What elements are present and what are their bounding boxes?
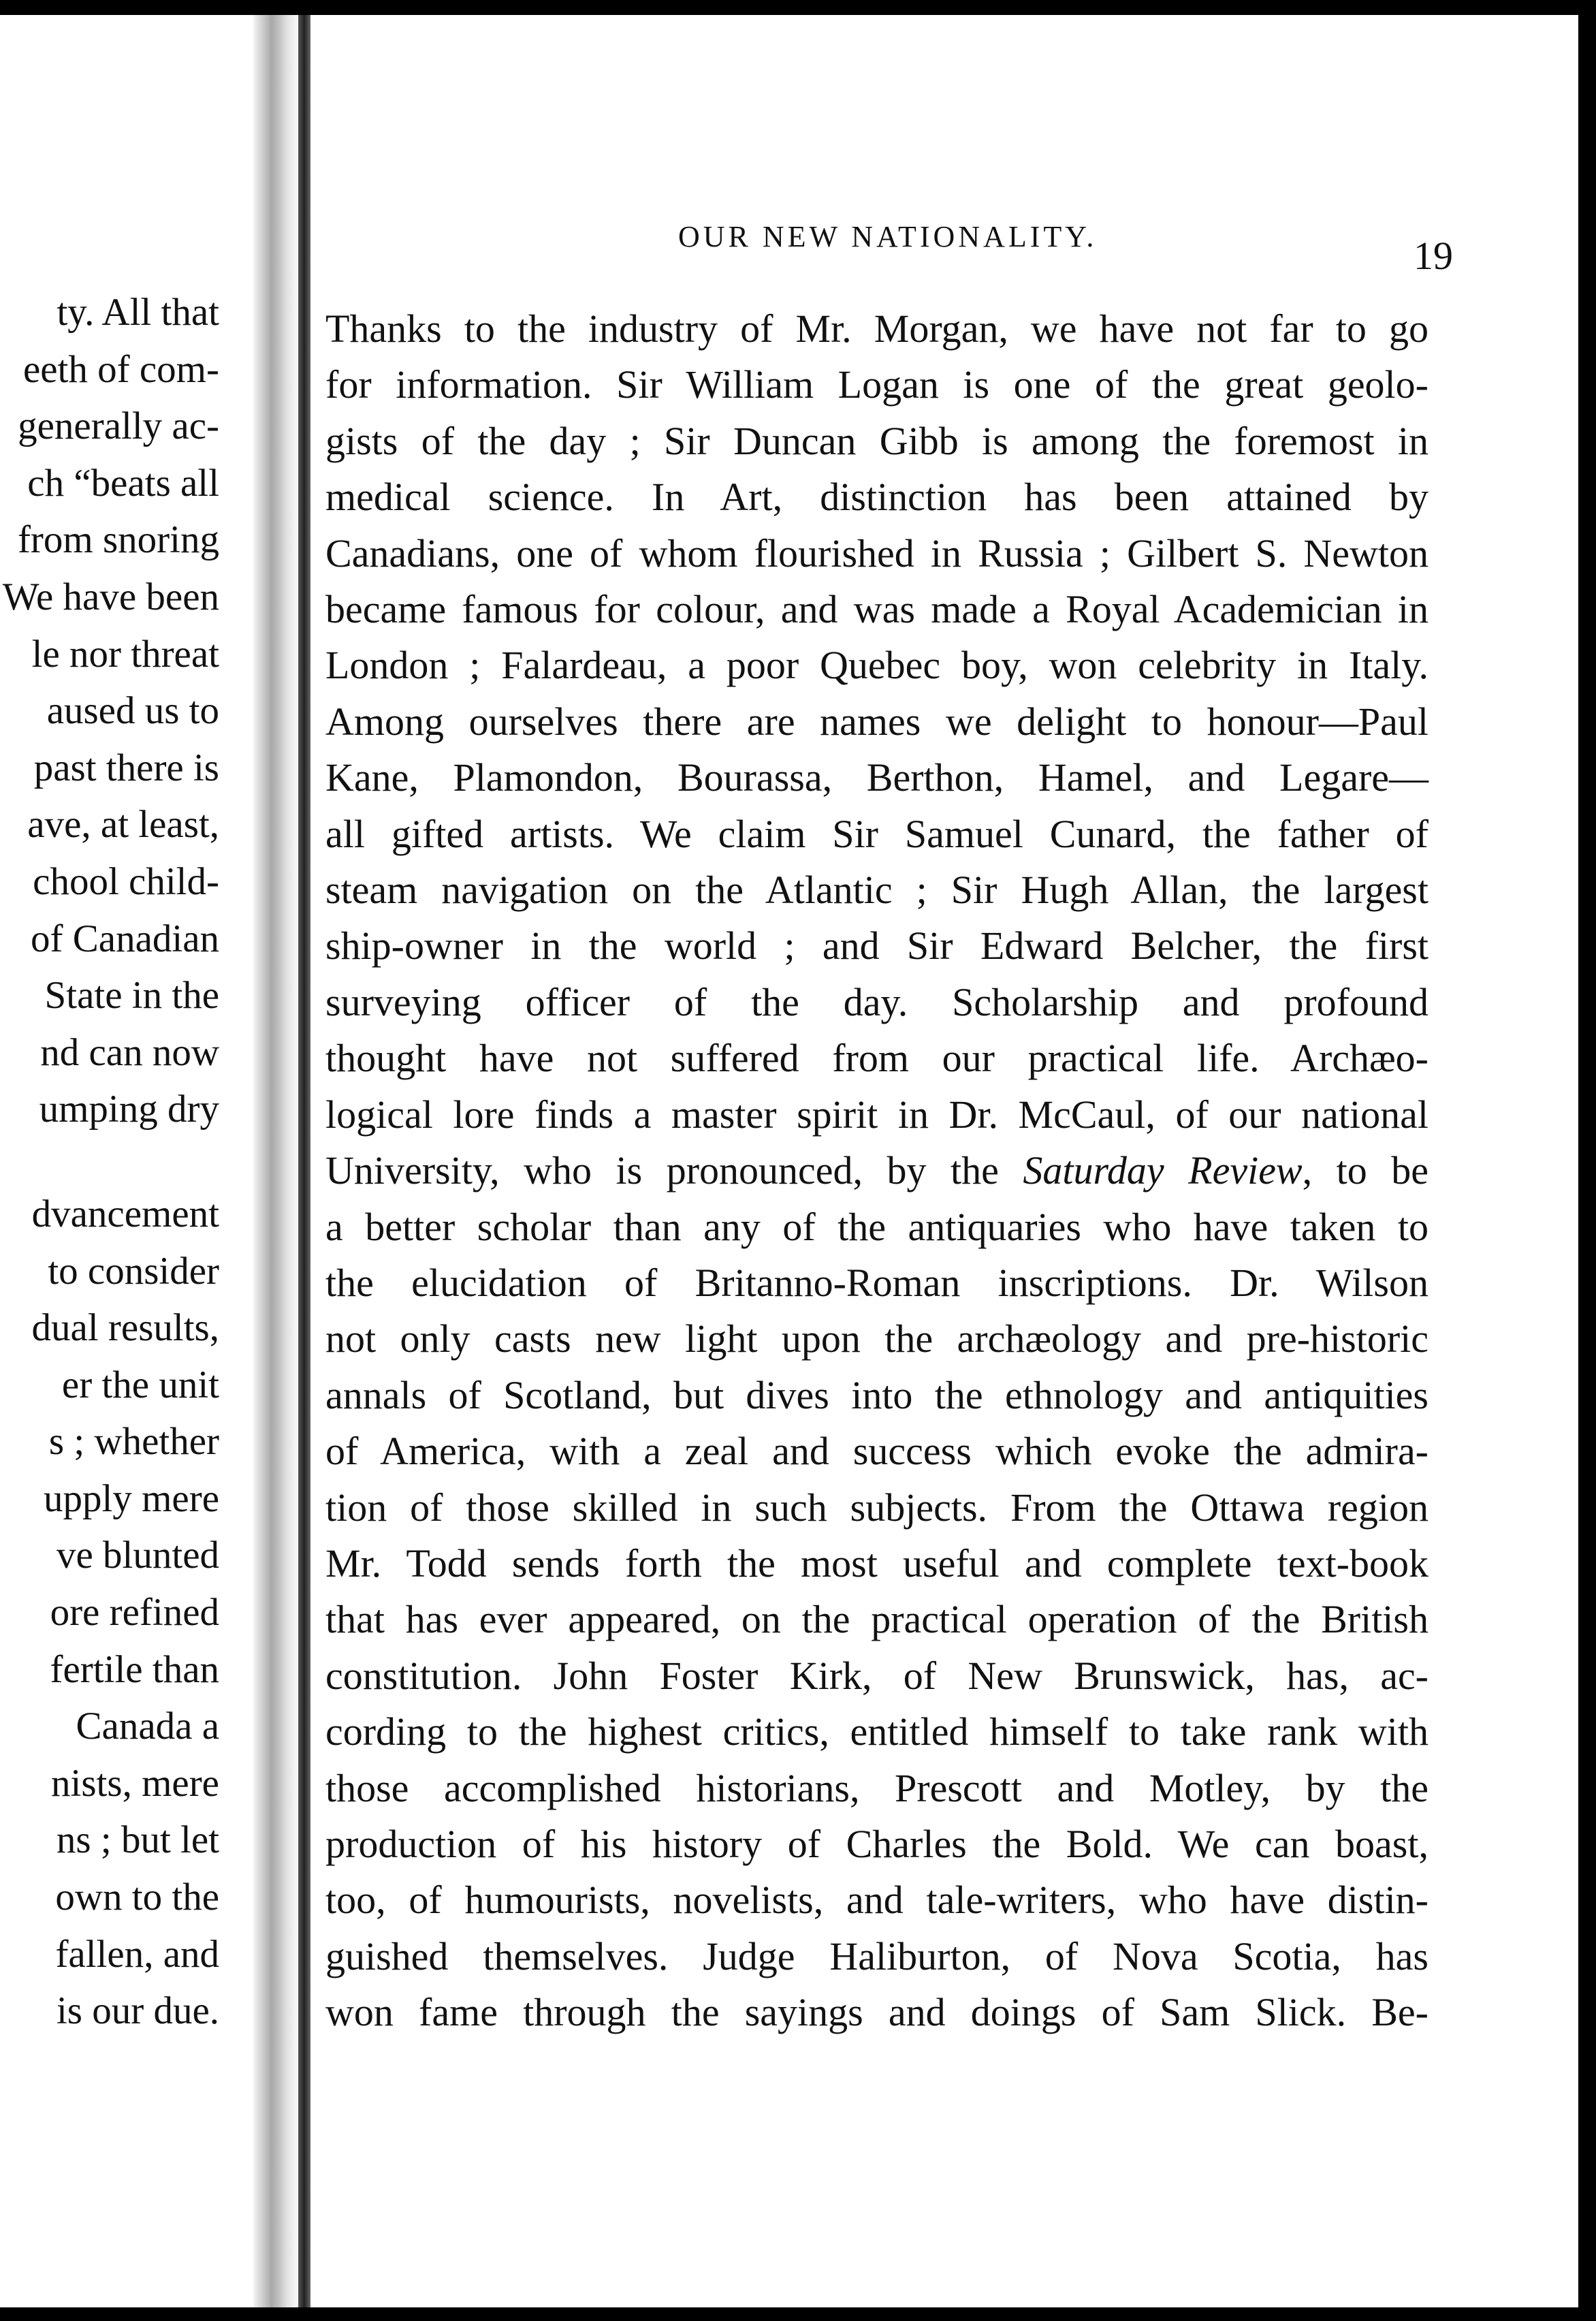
body-text-line: production of his history of Charles the Bold. We can boast, bbox=[325, 1821, 1429, 1866]
left-text-line: chool child- bbox=[33, 859, 219, 903]
left-text-line: dual results, bbox=[31, 1306, 219, 1350]
scan-border-top bbox=[0, 0, 1596, 15]
left-text-line: is our due. bbox=[56, 1989, 219, 2033]
book-gutter bbox=[253, 15, 298, 2307]
left-text-line: ave, at least, bbox=[27, 803, 219, 847]
scan-border-bottom bbox=[0, 2307, 1596, 2321]
right-page bbox=[310, 15, 1596, 2307]
body-text-line: the elucidation of Britanno-Roman inscriptions. Dr. Wilson bbox=[325, 1260, 1429, 1305]
left-text-line: ch “beats all bbox=[27, 461, 219, 505]
left-text-line: We have been bbox=[2, 575, 219, 618]
body-text-line: not only casts new light upon the archæology and pre-historic bbox=[325, 1316, 1429, 1361]
left-text-line: umping dry bbox=[39, 1088, 219, 1131]
left-text-line: s ; whether bbox=[48, 1420, 219, 1464]
body-text-line: guished themselves. Judge Haliburton, of Nova Scotia, has bbox=[325, 1933, 1429, 1978]
left-text-line: dvancement bbox=[31, 1192, 219, 1235]
left-text-line: nists, mere bbox=[51, 1761, 219, 1805]
left-text-line: ve blunted bbox=[56, 1534, 219, 1577]
left-text-line: fallen, and bbox=[55, 1932, 219, 1976]
italic-title: Saturday Review bbox=[1023, 1148, 1303, 1193]
body-text-line: all gifted artists. We claim Sir Samuel Cunard, the father of bbox=[325, 811, 1429, 856]
body-text-line: became famous for colour, and was made a Royal Academician in bbox=[325, 587, 1429, 632]
left-text-line: State in the bbox=[44, 974, 219, 1017]
body-text-line: Canadians, one of whom flourished in Russia ; Gilbert S. Newton bbox=[325, 531, 1429, 575]
body-text-line bbox=[325, 1143, 1429, 1199]
left-text-line: ty. All that bbox=[57, 291, 219, 334]
left-text-line: upply mere bbox=[43, 1477, 219, 1520]
body-text-line: logical lore finds a master spirit in Dr. McCaul, of our national bbox=[325, 1092, 1429, 1137]
left-text-line: fertile than bbox=[50, 1647, 219, 1691]
left-text-line: from snoring bbox=[17, 518, 219, 562]
body-text-line: tion of those skilled in such subjects. From the Ottawa region bbox=[325, 1485, 1429, 1530]
left-text-line: past there is bbox=[33, 746, 219, 789]
body-text-line: London ; Falardeau, a poor Quebec boy, won celebrity in Italy. bbox=[325, 643, 1429, 688]
left-text-line: eeth of com- bbox=[22, 347, 219, 391]
left-text-line: own to the bbox=[55, 1876, 219, 1919]
text-run: , to be bbox=[1302, 1148, 1429, 1193]
text-run: University, who is pronounced, by the bbox=[325, 1148, 1023, 1193]
body-text-line: Mr. Todd sends forth the most useful and complete text-book bbox=[325, 1541, 1429, 1585]
body-text-line: Among ourselves there are names we delight to honour—Paul bbox=[325, 699, 1429, 744]
body-text-line: Kane, Plamondon, Bourassa, Berthon, Hamel, and Legare— bbox=[325, 755, 1429, 800]
body-text-line: annals of Scotland, but dives into the ethnology and antiquities bbox=[325, 1372, 1429, 1417]
left-text-line: Canada a bbox=[76, 1705, 219, 1748]
body-text-line: of America, with a zeal and success which evoke the admira- bbox=[325, 1429, 1429, 1474]
left-text-line: le nor threat bbox=[31, 632, 219, 676]
body-text-line: cording to the highest critics, entitled himself to take rank with bbox=[325, 1709, 1429, 1754]
body-text-line: won fame through the sayings and doings of Sam Slick. Be- bbox=[325, 1990, 1429, 2035]
body-text-line: too, of humourists, novelists, and tale-writers, who have distin- bbox=[325, 1878, 1429, 1923]
left-text-line: generally ac- bbox=[18, 405, 219, 448]
left-text-line: to consider bbox=[48, 1249, 219, 1293]
body-text-line: that has ever appeared, on the practical operation of the British bbox=[325, 1597, 1429, 1642]
body-text-line: steam navigation on the Atlantic ; Sir Hugh Allan, the largest bbox=[325, 868, 1429, 913]
left-text-line: nd can now bbox=[40, 1030, 219, 1074]
body-text-line: a better scholar than any of the antiquaries who have taken to bbox=[325, 1204, 1429, 1249]
left-text-line: of Canadian bbox=[31, 917, 219, 960]
scan-border-right bbox=[1578, 0, 1596, 2321]
page-number: 19 bbox=[1414, 234, 1453, 278]
left-text-line: er the unit bbox=[61, 1363, 219, 1406]
body-text-line: gists of the day ; Sir Duncan Gibb is among the foremost in bbox=[325, 418, 1429, 463]
left-text-line: ore refined bbox=[50, 1591, 219, 1635]
left-text-line: aused us to bbox=[46, 689, 219, 733]
body-text-line: Thanks to the industry of Mr. Morgan, we have not far to go bbox=[325, 306, 1429, 351]
body-text-line: those accomplished historians, Prescott and Motley, by the bbox=[325, 1765, 1429, 1810]
body-text-line: ship-owner in the world ; and Sir Edward Belcher, the first bbox=[325, 923, 1429, 968]
paragraph-gap bbox=[0, 1138, 219, 1186]
body-text-line: surveying officer of the day. Scholarship and profound bbox=[325, 979, 1429, 1024]
body-text bbox=[325, 301, 1429, 2041]
book-spine-shadow bbox=[298, 15, 310, 2307]
body-text-line: constitution. John Foster Kirk, of New Brunswick, has, ac- bbox=[325, 1653, 1429, 1698]
body-text-line: for information. Sir William Logan is one of the great geolo- bbox=[325, 362, 1429, 407]
body-text-line: medical science. In Art, distinction has been attained by bbox=[325, 475, 1429, 520]
left-page-text bbox=[0, 284, 219, 2040]
left-page-fragment bbox=[0, 15, 253, 2307]
running-head: OUR NEW NATIONALITY. bbox=[678, 220, 1098, 253]
body-text-line: thought have not suffered from our practical life. Archæo- bbox=[325, 1036, 1429, 1081]
left-text-line: ns ; but let bbox=[56, 1818, 219, 1862]
